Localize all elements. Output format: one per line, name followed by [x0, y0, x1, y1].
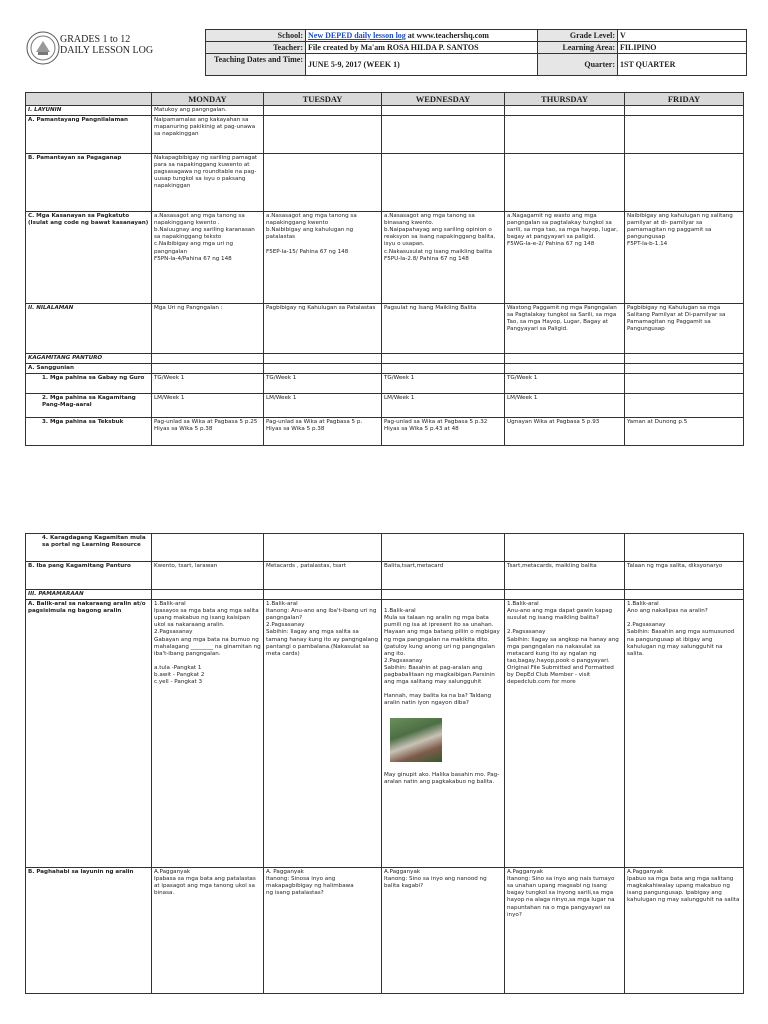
cell-wednesday: Pagsulat ng Isang Maikling Balita — [382, 304, 505, 354]
cell-monday: Mga Uri ng Pangngalan : — [152, 304, 264, 354]
doc-title-line1: GRADES 1 to 12 — [60, 34, 131, 45]
cell-tuesday — [264, 534, 382, 562]
cell-thursday — [505, 154, 625, 212]
cell-tuesday: A. Pagganyak Itanong: Sinosa inyo ang makapagbibigay ng halimbawa ng isang patalastas? — [264, 868, 382, 994]
cell-monday: Naipamamalas ang kakayahan sa mapanuring pakikinig at pag-unawa sa napakinggan — [152, 116, 264, 154]
cell-friday: 1.Balik-aral Ano ang nakalipas na aralin? 2.Pagsasanay Sabihin: Basahin ang mga sumusunod na pangungusap at ibigay ang kahulugan ng may salungguhit na salita. — [625, 600, 744, 868]
cell-thursday: a.Nagagamit ng wasto ang mga pangngalan sa pagtalakay tungkol sa sarili, sa mga tao, sa mga hayop, lugar, bagay at pangyayari sa paligid. F5WG-Ia-e-2/ Pahina 67 ng 148 — [505, 212, 625, 304]
table-row — [26, 534, 744, 562]
quarter-value: 1ST QUARTER — [618, 54, 747, 76]
cell-tuesday — [264, 364, 382, 374]
day-tuesday: TUESDAY — [264, 93, 382, 106]
cell-wednesday: LM/Week 1 — [382, 394, 505, 418]
school-value — [306, 30, 538, 42]
cell-wednesday: Pag-unlad sa Wika at Pagbasa 5 p.32 Hiyas sa Wika 5 p.43 at 48 — [382, 418, 505, 446]
cell-wednesday — [382, 154, 505, 212]
table-row — [26, 364, 744, 374]
cell-monday: 1.Balik-aral Ipasayos sa mga bata ang mga salita upang makabuo ng isang kaisipan ukol sa nakaraang aralin. 2.Pagsasanay Gabayan ang mga bata na bumuo ng mahalagang ________ na ginamitan ng iba't-ibang pangngalan. a.tula -Pangkat 1 b.awit - Pangkat 2 c.yell - Pangkat 3 — [152, 600, 264, 868]
deped-link[interactable]: New DEPED daily lesson log — [308, 31, 406, 40]
table-row — [26, 590, 744, 600]
cell-monday — [152, 354, 264, 364]
cell-tuesday: Metacards , patalastas, tsart — [264, 562, 382, 590]
cell-wednesday: a.Nasasagot ang mga tanong sa binasang kwento. b.Naipapahayag ang sariling opinion o reaksyon sa isang napakinggang balita, isyu o usapan. c.Nakasusulat ng isang maikling balita F5PU-Ia-2.8/ Pahina 67 ng 148 — [382, 212, 505, 304]
grade-value: V — [618, 30, 747, 42]
row-label: I. LAYUNIN — [26, 106, 152, 116]
cell-tuesday: Pagbibigay ng Kahulugan sa Patalastas — [264, 304, 382, 354]
cell-thursday: Wastong Paggamit ng mga Pangngalan sa Pagtalakay tungkol sa Sarili, sa mga Tao, sa mga Hayop, Lugar, Bagay at Pangyayari sa Paligid. — [505, 304, 625, 354]
cell-monday: Pag-unlad sa Wika at Pagbasa 5 p.25 Hiyas sa Wika 5 p.38 — [152, 418, 264, 446]
deped-seal-icon — [26, 31, 60, 65]
cell-friday: Naibibigay ang kahulugan ng salitang pamilyar at di- pamilyar sa pamamagitan ng paggamit sa pangungusap F5PT-Ia-b-1.14 — [625, 212, 744, 304]
cell-friday: Talaan ng mga salita, diksyonaryo — [625, 562, 744, 590]
dates-label: Teaching Dates and Time: — [206, 54, 306, 76]
cell-wednesday: Balita,tsart,metacard — [382, 562, 505, 590]
cell-friday — [625, 354, 744, 364]
cell-wednesday — [382, 534, 505, 562]
table-row — [26, 562, 744, 590]
cell-monday: Nakapagbibigay ng sariling pamagat para sa napakinggang kuwento at pagsasagawa ng roundtable na pag-uusap tungkol sa isyu o paksang napakinggan — [152, 154, 264, 212]
day-wednesday: WEDNESDAY — [382, 93, 505, 106]
row-label: C. Mga Kasanayan sa Pagkatuto (Isulat ang code ng bawat kasanayan) — [26, 212, 152, 304]
cell-friday: A.Pagganyak Ipabuo sa mga bata ang mga salitang magkakahiwalay upang makabuo ng isang pangungusap. Ipabigay ang kahulugan ng may salungguhit na salita — [625, 868, 744, 994]
teacher-label: Teacher: — [206, 42, 306, 54]
area-value: FILIPINO — [618, 42, 747, 54]
cell-thursday: TG/Week 1 — [505, 374, 625, 394]
cell-thursday — [505, 106, 625, 116]
cell-friday — [625, 154, 744, 212]
table-row — [26, 354, 744, 364]
cell-monday: Matukoy ang pangngalan. — [152, 106, 264, 116]
grade-label: Grade Level: — [538, 30, 618, 42]
cell-thursday: Tsart,metacards, maikling balita — [505, 562, 625, 590]
cell-thursday: LM/Week 1 — [505, 394, 625, 418]
cell-friday: Yaman at Dunong p.5 — [625, 418, 744, 446]
cell-thursday: Ugnayan Wika at Pagbasa 5 p.93 — [505, 418, 625, 446]
table-row — [26, 106, 744, 116]
row-label: III. PAMAMARAAN — [26, 590, 152, 600]
cell-monday: Kwento, tsart, larawan — [152, 562, 264, 590]
cell-wednesday — [382, 600, 505, 868]
cell-wednesday — [382, 354, 505, 364]
cell-monday — [152, 364, 264, 374]
cell-thursday — [505, 534, 625, 562]
cell-thursday — [505, 364, 625, 374]
cell-tuesday: 1.Balik-aral Itanong: Anu-ano ang iba't-ibang uri ng pangngalan? 2.Pagsasanay Sabihin: Ilagay ang mga salita sa tamang hanay kung ito ay pangngalang pantangi o pambalana.(Nakasulat sa meta cards) — [264, 600, 382, 868]
cell-thursday: A.Pagganyak Itanong: Sino sa inyo ang nais tumayo sa unahan upang magsabi ng isang bagay tungkol sa inyong sarili,sa mga hayop na alaga ninyo,sa mga lugar na napuntahan na o mga pangyayari sa inyo? — [505, 868, 625, 994]
row-label: 4. Karagdagang Kagamitan mula sa portal ng Learning Resource — [26, 534, 152, 562]
table-row — [26, 868, 744, 994]
quarter-label: Quarter: — [538, 54, 618, 76]
row-label: B. Pamantayan sa Pagaganap — [26, 154, 152, 212]
lesson-log-table-2 — [25, 533, 744, 994]
row-label: KAGAMITANG PANTURO — [26, 354, 152, 364]
cell-thursday — [505, 590, 625, 600]
row-label: 3. Mga pahina sa Teksbuk — [26, 418, 152, 446]
cell-wednesday: TG/Week 1 — [382, 374, 505, 394]
table-row — [26, 374, 744, 394]
wednesday-activity-text: 1.Balik-aral Mula sa talaan ng aralin ng mga bata pumili ng isa at ipresent ito sa unahan. Hayaan ang mga batang piliin o mgbigay ng mga pangngalan na makikita dito.(patuloy kung anong uri ng pangngalan ang ito. 2.Pagsasanay Sabihin: Basahin at pag-aralan ang pagbabalitaan ng magkaibigan.Parsinin ang mga salitang may salungguhit Hannah, may balita ka na ba? Taldang aralin natin iyon ngayon diba? — [384, 608, 500, 707]
cell-tuesday — [264, 116, 382, 154]
school-label: School: — [206, 30, 306, 42]
day-thursday: THURSDAY — [505, 93, 625, 106]
cell-tuesday — [264, 154, 382, 212]
row-label: B. Paghahabi sa layunin ng aralin — [26, 868, 152, 994]
cell-tuesday: a.Nasasagot ang mga tanong sa napakinggang kwento b.Naibibigay ang kahulugan ng patalastas F5EP-Ia-15/ Pahina 67 ng 148 — [264, 212, 382, 304]
cell-tuesday — [264, 106, 382, 116]
table-row — [26, 418, 744, 446]
row-label: A. Sanggunian — [26, 364, 152, 374]
area-label: Learning Area: — [538, 42, 618, 54]
cell-wednesday — [382, 116, 505, 154]
row-label: 1. Mga pahina sa Gabay ng Guro — [26, 374, 152, 394]
cell-friday: Pagbibigay ng Kahulugan sa mga Salitang Pamilyar at Di-pamilyar sa Pamamagitan ng Paggamit sa Pangungusap — [625, 304, 744, 354]
cell-tuesday: Pag-unlad sa Wika at Pagbasa 5 p. Hiyas sa Wika 5 p.38 — [264, 418, 382, 446]
row-label: II. NILALAMAN — [26, 304, 152, 354]
doc-title — [60, 34, 153, 56]
cell-tuesday — [264, 354, 382, 364]
row-label: B. Iba pang Kagamitang Panturo — [26, 562, 152, 590]
table-row — [26, 154, 744, 212]
cell-friday — [625, 590, 744, 600]
cell-wednesday: A.Pagganyak Itanong: Sino sa inyo ang nanood ng balita kagabi? — [382, 868, 505, 994]
cell-thursday — [505, 354, 625, 364]
cell-monday — [152, 534, 264, 562]
cell-friday — [625, 364, 744, 374]
cell-wednesday — [382, 364, 505, 374]
doc-title-line2: DAILY LESSON LOG — [60, 45, 154, 56]
table-row — [26, 116, 744, 154]
classroom-photo — [390, 718, 442, 762]
cell-friday — [625, 394, 744, 418]
cell-friday — [625, 116, 744, 154]
cell-wednesday — [382, 106, 505, 116]
cell-friday — [625, 106, 744, 116]
cell-monday: a.Nasasagot ang mga tanong sa napakinggang kwento . b.Naiuugnay ang sariling karanasan sa napakinggang teksto c.Naibibigay ang mga uri ng pangngalan F5PN-Ia-4/Pahina 67 ng 148 — [152, 212, 264, 304]
cell-thursday: 1.Balik-aral Anu-ano ang mga dapat gawin kapag susulat ng isang maikling balita? 2.Pagsasanay Sabihin: Ilagay sa angkop na hanay ang mga pangngalan na nakasulat sa metacard kung ito ay ngalan ng tao,bagay,hayop,pook o pangyayari. Original File Submitted and Formatted by DepEd Club Member - visit depedclub.com for more — [505, 600, 625, 868]
row-label: A. Pamantayang Pangnilalaman — [26, 116, 152, 154]
cell-monday: TG/Week 1 — [152, 374, 264, 394]
cell-tuesday: TG/Week 1 — [264, 374, 382, 394]
day-monday: MONDAY — [152, 93, 264, 106]
table-row — [26, 394, 744, 418]
day-friday: FRIDAY — [625, 93, 744, 106]
table-row — [26, 304, 744, 354]
cell-tuesday: LM/Week 1 — [264, 394, 382, 418]
cell-friday — [625, 374, 744, 394]
table-row — [26, 212, 744, 304]
row-label: 2. Mga pahina sa Kagamitang Pang-Mag-aaral — [26, 394, 152, 418]
header-info-table — [205, 29, 747, 76]
school-site: at www.teachershq.com — [405, 31, 489, 40]
cell-monday — [152, 590, 264, 600]
table-row — [26, 600, 744, 868]
lesson-log-table-1 — [25, 92, 744, 446]
day-header-row — [26, 93, 744, 106]
cell-monday: LM/Week 1 — [152, 394, 264, 418]
cell-friday — [625, 534, 744, 562]
teacher-value: File created by Ma'am ROSA HILDA P. SANTOS — [306, 42, 538, 54]
row-label: A. Balik-aral sa nakaraang aralin at/o pagsisimula ng bagong aralin — [26, 600, 152, 868]
corner-cell — [26, 93, 152, 106]
wednesday-activity-followup: May ginupit ako. Halika basahin mo. Pag-aralan natin ang pagkakabuo ng balita. — [384, 771, 500, 785]
dates-value: JUNE 5-9, 2017 (WEEK 1) — [306, 54, 538, 76]
cell-wednesday — [382, 590, 505, 600]
cell-tuesday — [264, 590, 382, 600]
cell-monday: A.Pagganyak Ipabasa sa mga bata ang patalastas at ipasagot ang mga tanong ukol sa binasa. — [152, 868, 264, 994]
cell-thursday — [505, 116, 625, 154]
